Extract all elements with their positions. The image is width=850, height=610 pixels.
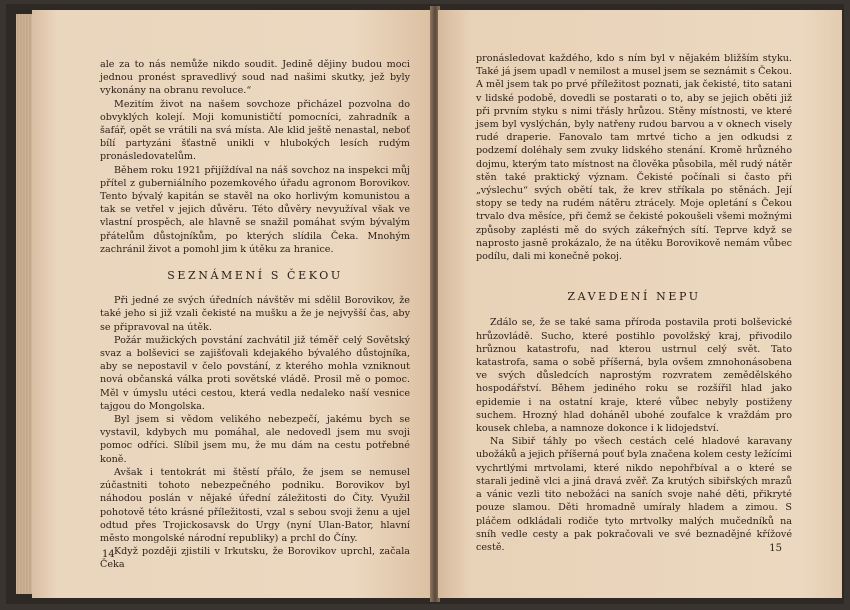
chapter-heading-right: ZAVEDENÍ NEPU [567,290,701,304]
right-page-text [476,52,792,554]
left-page [32,10,432,598]
left-paragraphs-bottom [100,294,410,571]
paragraph: pronásledovat každého, kdo s ním byl v nějakém bližším styku. Také já jsem upadl v nemilost a musel jsem se seznámit s Čekou. A měl jsem tak po prvé příležitost poznati, jak čekisté, tito satani v lidské podobě, dovedli se postarati o to, aby se jejich oběti již při prvním styku s nimi třásly hrůzou. Stěny místnosti, ve které jsem byl vyslýchán, byly natřeny rudou barvou a v oknech visely rudé draperie. Fanovalo tam mrtvé ticho a jen odkudsi z podzemí doléhaly sem zvuky lidského stenání. Kromě hrůzného dojmu, kterým tato místnost na člověka působila, měl rudý nátěr stěn také praktický význam. Čekisté počínali si často při „výslechu“ svých obětí tak, že krev stříkala po stěnách. Její stopy se tedy na rudém nátěru ztrácely. Moje opletání s Čekou trvalo dva měsíce, při čemž se čekisté pokoušeli všemi možnými způsoby zaplésti mě do svých zákeřných sítí. Teprve když se naprosto jasně prokázalo, že na útěku Borovikově nemám vůbec podílu, dali mi konečně pokoj. [476,53,793,263]
left-paragraphs-top [100,58,410,256]
left-page-text [100,58,410,572]
paragraph: Během roku 1921 přijíždíval na náš sovchoz na inspekci můj přítel z guberniálního pozemkového úřadu agronom Borovikov. Tento bývalý kapitán se stavěl na oko horlivým komunistou a tak se vetřel v jejich důvěru. Této důvěry nevyužíval však ve vlastní prospěch, ale hlavně se snažil pomáhat svým bývalým přátelům důstojníkům, po kterých slídila Čeka. Mnohým zachránil život a pomohl jim k útěku za hranice. [100,164,410,255]
paragraph: Avšak i tentokrát mi štěstí přálo, že jsem se nemusel zúčastniti tohoto nebezpečného podniku. Borovikov byl náhodou poslán v nějaké úřední záležitosti do Čity. Využil pohotově této krásné příležitosti, vzal s sebou svoji ženu a ujel odtud přes Trojickosavsk do Urgy (nyní Ulan-Bator, hlavní město mongolské národní republiky) a prchl do Číny. [100,466,410,544]
open-book [6,4,844,604]
page-number-right: 15 [769,543,782,554]
paragraph: Při jedné ze svých úředních návštěv mi sdělil Borovikov, že také jeho si již vzali čekisté na mušku a že je nejvyšší čas, aby se připravoval na útěk. [100,295,410,333]
paragraph: Byl jsem si vědom velikého nebezpečí, jakému bych se vystavil, kdybych mu pomáhal, ale nedovedl jsem mu svoji pomoc odříci. Slíbil jsem mu, že mu dám na cestu potřebné koně. [100,414,410,465]
paragraph: ale za to nás nemůže nikdo soudit. Jedině dějiny budou moci jednou pronést spravedlivý soud nad našimi skutky, jež byly vykonány na obranu revoluce.“ [100,59,410,97]
paragraph: Požár mužických povstání zachvátil již téměř celý Sovětský svaz a bolševici se zajišťovali kdejakého bývalého důstojníka, aby se nepostavil v čelo povstání, z kterého mohla vzniknout nová občanská válka proti sovětské vládě. Prosil mě o pomoc. Měl v úmyslu utéci cestou, která vedla nedaleko naší vesnice tajgou do Mongolska. [100,334,410,412]
paragraph: Zdálo se, že se také sama příroda postavila proti bolševické hrůzovládě. Sucho, které postihlo povolžský kraj, přivodilo hrůznou katastrofu, nad kterou ustrnul celý svět. Tato katastrofa, sama o sobě příšerná, byla ovšem zmnohonásobena ve svých důsledcích naprostým rozvratem zemědělského hospodářství. Během jediného roku se rozšířil hlad jako epidemie i na ostatní kraje, které vůbec nebyly postiženy suchem. Hrozný hlad doháněl ubohé zoufalce k vraždám pro kousek chleba, a namnoze dokonce i k lidojedství. [476,317,792,435]
paragraph: Mezitím život na našem sovchoze přicházel pozvolna do obvyklých kolejí. Moji komunističtí pomocníci, zahradník a šafář, opět se vrátili na svá místa. Ale klid ještě nenastal, neboť bílí partyzáni šťastně unikli v hlubokých lesích rudým pronásledovatelům. [100,98,410,163]
chapter-heading-left: SEZNÁMENÍ S ČEKOU [167,269,343,283]
right-paragraphs-bottom [476,316,792,554]
page-number-left: 14 [102,549,115,560]
right-page [438,10,842,598]
paragraph: Na Sibiř táhly po všech cestách celé hladové karavany ubožáků a jejich příšerná pouť byla značena kolem cesty ležícími vychrtlými mrtvolami, které nikdo nepohřbíval a o které se starali jedině vlci a jiná dravá zvěř. Za krutých sibiřských mrazů a vánic vezli tito nebožáci na saních svoje nahé děti, přikryté pouze slamou. Děti hromadně umíraly hladem a zimou. S pláčem odkládali rodiče tyto mrtvolky malých mučedníků na sníh vedle cesty a pak pokračovali ve své beznadějné křížové cestě. [476,436,792,553]
right-paragraphs-top [476,52,792,263]
paragraph: Když později zjistili v Irkutsku, že Borovikov uprchl, začala Čeka [100,546,410,571]
